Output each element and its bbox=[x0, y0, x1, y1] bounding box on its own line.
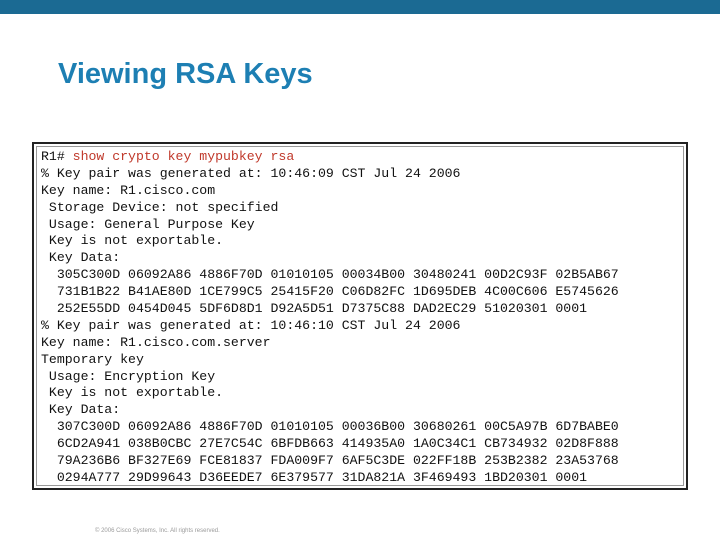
slide-title: Viewing RSA Keys bbox=[58, 58, 313, 90]
terminal-line: 0294A777 29D99643 D36EEDE7 6E379577 31DA821A 3F469493 1BD20301 0001 bbox=[41, 469, 588, 483]
terminal-line: Key name: R1.cisco.com bbox=[41, 182, 216, 198]
terminal-line: Temporary key bbox=[41, 351, 144, 367]
terminal-line: Usage: General Purpose Key bbox=[41, 216, 255, 232]
cli-prompt: R1# bbox=[41, 149, 73, 164]
terminal-lines bbox=[41, 149, 681, 483]
terminal-line: Key name: R1.cisco.com.server bbox=[41, 334, 271, 350]
copyright-footer: © 2006 Cisco Systems, Inc. All rights reserved. bbox=[95, 528, 220, 534]
cli-command: show crypto key mypubkey rsa bbox=[72, 149, 295, 164]
terminal-line: % Key pair was generated at: 10:46:09 CST Jul 24 2006 bbox=[41, 165, 461, 181]
terminal-line: 731B1B22 B41AE80D 1CE799C5 25415F20 C06D82FC 1D695DEB 4C00C606 E5745626 bbox=[41, 284, 619, 300]
command-line bbox=[41, 149, 681, 166]
terminal-line: 252E55DD 0454D045 5DF6D8D1 D92A5D51 D7375C88 DAD2EC29 51020301 0001 bbox=[41, 301, 588, 317]
terminal-output-panel bbox=[32, 142, 688, 490]
terminal-line: % Key pair was generated at: 10:46:10 CST Jul 24 2006 bbox=[41, 317, 461, 333]
terminal-line: 79A236B6 BF327E69 FCE81837 FDA009F7 6AF5C3DE 022FF18B 253B2382 23A53768 bbox=[41, 453, 619, 469]
terminal-line: Usage: Encryption Key bbox=[41, 368, 216, 384]
terminal-line: 6CD2A941 038B0CBC 27E7C54C 6BFDB663 414935A0 1A0C34C1 CB734932 02D8F888 bbox=[41, 436, 619, 452]
terminal-line: 305C300D 06092A86 4886F70D 01010105 00034B00 30480241 00D2C93F 02B5AB67 bbox=[41, 267, 619, 283]
terminal-line: Key Data: bbox=[41, 250, 121, 266]
terminal-line: Storage Device: not specified bbox=[41, 199, 279, 215]
terminal-line: Key Data: bbox=[41, 402, 121, 418]
terminal-line: Key is not exportable. bbox=[41, 385, 224, 401]
terminal-line: 307C300D 06092A86 4886F70D 01010105 00036B00 30680261 00C5A97B 6D7BABE0 bbox=[41, 419, 619, 435]
top-bar bbox=[0, 0, 720, 14]
terminal-line: Key is not exportable. bbox=[41, 233, 224, 249]
